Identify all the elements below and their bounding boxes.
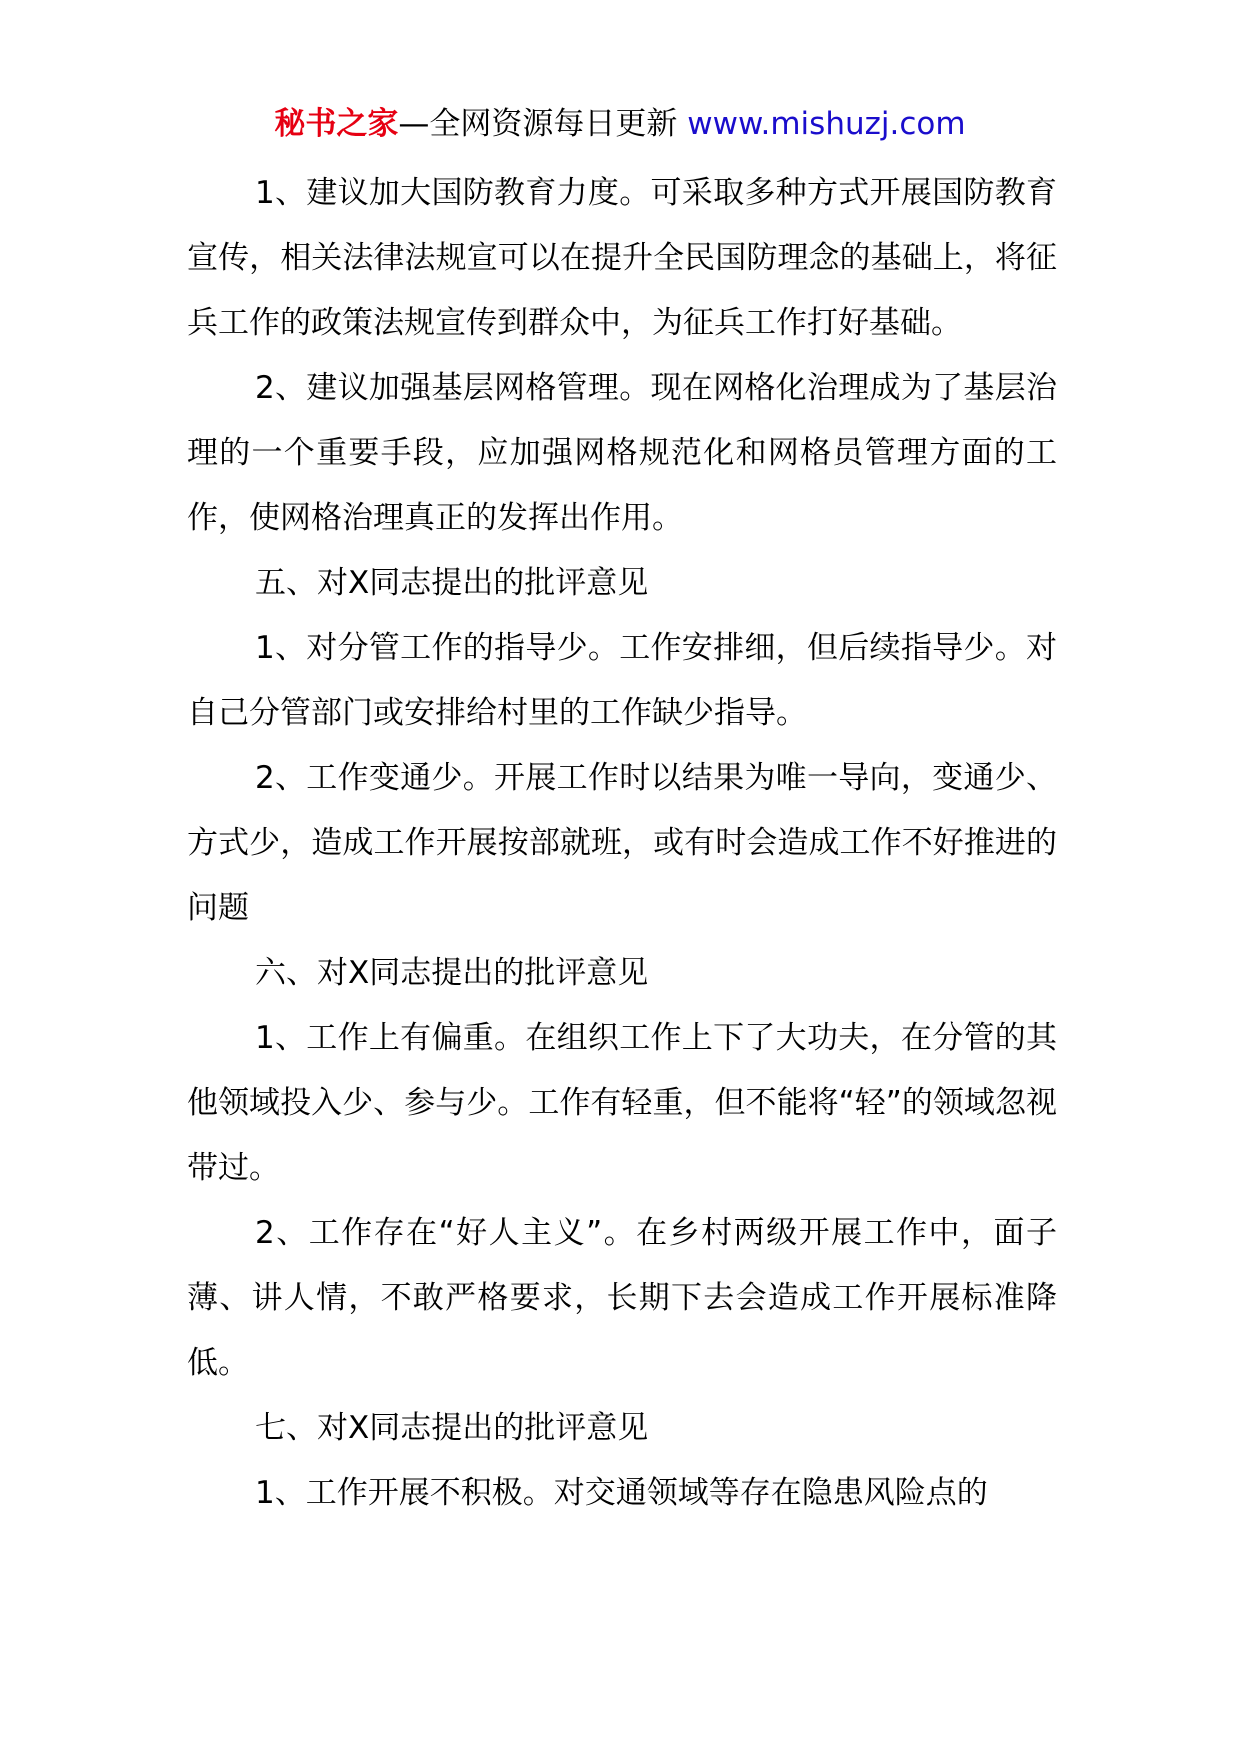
header-url-link[interactable]: www.mishuzj.com [687,106,966,142]
header-tagline: —全网资源每日更新 [398,106,678,142]
paragraph: 1、建议加大国防教育力度。可采取多种方式开展国防教育宣传，相关法律法规宣可以在提升全民国防理念的基础上，将征兵工作的政策法规宣传到群众中，为征兵工作打好基础。 [187,175,1057,341]
page-header [0,102,1240,146]
section-heading: 六、对X同志提出的批评意见 [255,955,649,991]
section-heading: 七、对X同志提出的批评意见 [255,1410,649,1446]
document-body [187,161,1057,1526]
paragraph: 1、工作上有偏重。在组织工作上下了大功夫，在分管的其他领域投入少、参与少。工作有轻重，但不能将“轻”的领域忽视带过。 [187,1020,1057,1186]
paragraph: 2、工作变通少。开展工作时以结果为唯一导向，变通少、方式少，造成工作开展按部就班，或有时会造成工作不好推进的问题 [187,760,1057,926]
paragraph: 1、工作开展不积极。对交通领域等存在隐患风险点的 [255,1475,988,1511]
paragraph: 2、工作存在“好人主义”。在乡村两级开展工作中，面子薄、讲人情，不敢严格要求，长期下去会造成工作开展标准降低。 [187,1215,1057,1381]
section-heading: 五、对X同志提出的批评意见 [255,565,649,601]
brand-name: 秘书之家 [274,106,399,142]
paragraph: 1、对分管工作的指导少。工作安排细，但后续指导少。对自己分管部门或安排给村里的工作缺少指导。 [187,630,1057,731]
paragraph: 2、建议加强基层网格管理。现在网格化治理成为了基层治理的一个重要手段，应加强网格规范化和网格员管理方面的工作，使网格治理真正的发挥出作用。 [187,370,1057,536]
